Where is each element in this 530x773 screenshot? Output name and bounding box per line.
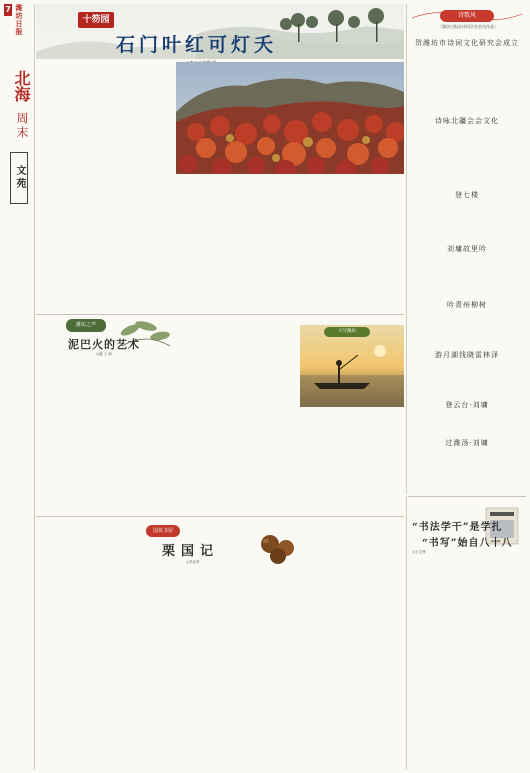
poetry-badge: 诗歌风: [440, 10, 494, 22]
essay-title: 泥巴火的艺术: [68, 338, 140, 351]
chestnut-text-col-4: [334, 570, 404, 768]
page-number: 7: [5, 5, 11, 14]
poem-title: 过潍汤·刘墉: [445, 439, 489, 447]
chestnut-text-col-1: [106, 570, 178, 768]
paper-name: 潍坊日报: [15, 4, 24, 36]
chestnut-badge: 国故书屋: [146, 525, 180, 537]
chestnut-text-col-3: [258, 570, 330, 768]
essay-badge: 潍坊之声: [66, 319, 106, 332]
feature-title: 石门叶红可灯夭: [116, 34, 278, 56]
masthead: [4, 4, 32, 770]
chestnut-byline: ◎李亚青: [186, 560, 200, 564]
feature-text-col-2: [106, 62, 172, 312]
chestnut-title: 栗国记: [162, 544, 220, 559]
poem-title: 吟青州柳树: [447, 301, 487, 309]
poetry-column: [408, 4, 526, 504]
poem-title: 贺潍坊市诗词文化研究会成立: [415, 39, 519, 47]
book-text-col-1: [412, 558, 464, 768]
feature-text-col-3: [176, 178, 250, 312]
book-title-line-2: “书写”始自八十八: [422, 538, 513, 549]
poem-body: [414, 364, 520, 398]
essay-text-col-3: [176, 320, 234, 512]
poem-body: [414, 128, 520, 180]
essay-byline: ◎潍 王 海: [96, 352, 112, 356]
feature-text-col-1: [38, 62, 102, 312]
poem-body: [414, 452, 520, 486]
essay-text-col-5: [300, 412, 404, 512]
poem-title: 登七楼: [455, 191, 479, 199]
poem-body: [414, 204, 520, 244]
poem-body: [414, 60, 520, 112]
poem-body: [414, 414, 520, 438]
chestnut-text-col-2: [182, 570, 254, 768]
essay-text-col-4: [238, 320, 296, 512]
essay-cont-col-1: [38, 520, 102, 768]
feature-text-col-4: [254, 178, 326, 312]
poem-title: 诗咏北疆会会文化: [435, 117, 499, 125]
feature-text-col-5: [330, 178, 404, 312]
photo-tag: 大写潍坊: [324, 327, 370, 337]
book-title-line-1: “书法学干”是学扎: [412, 522, 503, 533]
column-badge: 十笏园: [78, 12, 114, 28]
section-subname: 周末: [15, 112, 29, 140]
essay-text-col-2: [106, 360, 170, 512]
sunset-boat-photo: [300, 325, 404, 407]
column-name-box: 文苑: [10, 152, 28, 204]
book-text-col-2: [468, 558, 526, 768]
poem-title: 登云台·刘墉: [445, 401, 489, 409]
poem-title: 游月湖钱晓雷林泽: [435, 351, 499, 359]
section-name: 北海: [12, 70, 31, 102]
poem-body: [414, 258, 520, 298]
autumn-mountain-photo: [176, 62, 404, 174]
essay-text-col-1: [38, 360, 102, 512]
poem-body: [414, 314, 520, 348]
poem-title: 刘墉故里吟: [447, 245, 487, 253]
poetry-subtitle: （潍坊日报社诗词学会会员作品）: [438, 24, 498, 29]
book-byline: ◎王文博: [412, 550, 426, 554]
